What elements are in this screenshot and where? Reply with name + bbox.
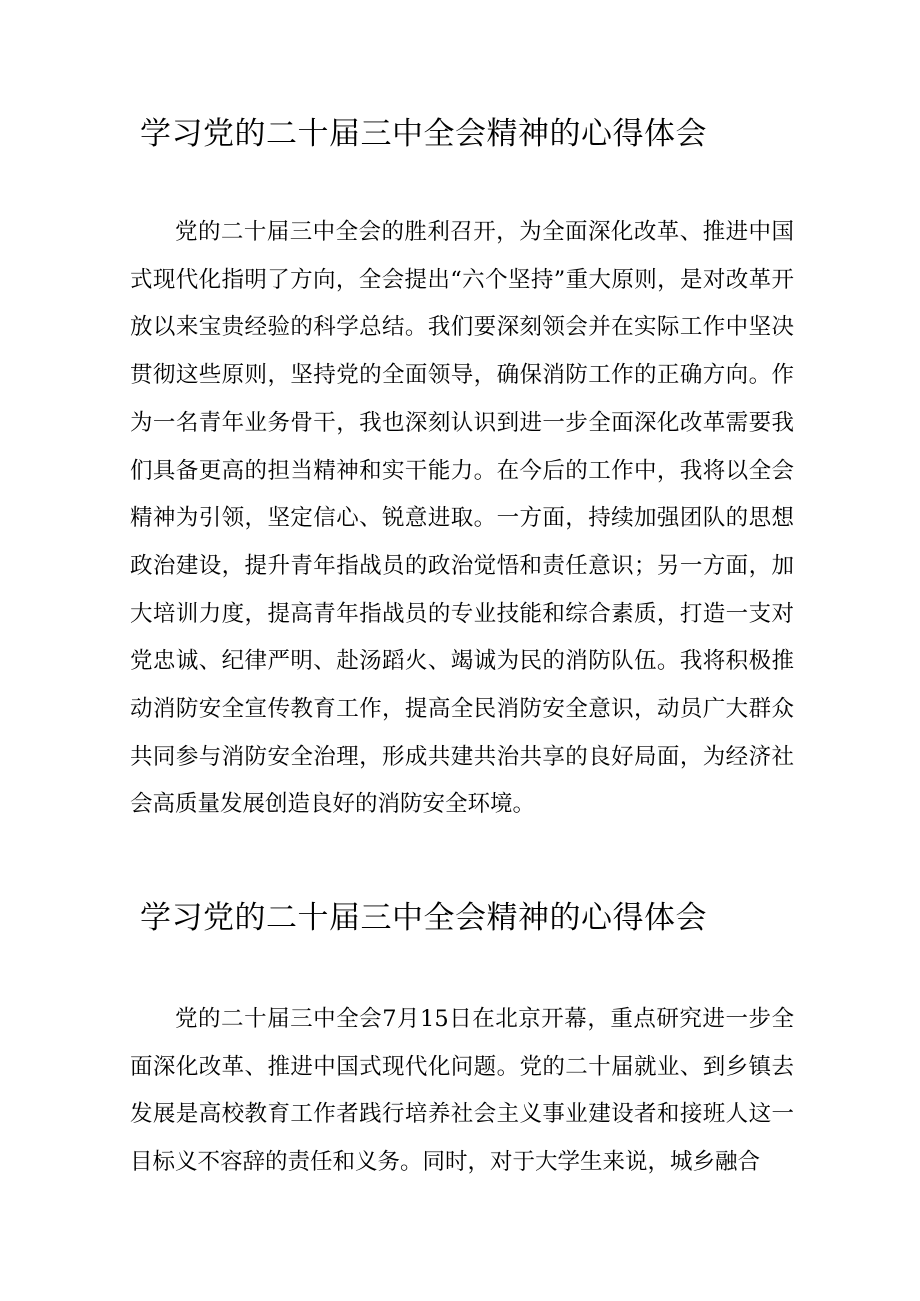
article-section-1: [130, 112, 794, 829]
article-body-1: 党的二十届三中全会的胜利召开，为全面深化改革、推进中国式现代化指明了方向，全会提出“六个坚持”重大原则，是对改革开放以来宝贵经验的科学总结。我们要深刻领会并在实际工作中坚决贯彻这些原则，坚持党的全面领导，确保消防工作的正确方向。作为一名青年业务骨干，我也深刻认识到进一步全面深化改革需要我们具备更高的担当精神和实干能力。在今后的工作中，我将以全会精神为引领，坚定信心、锐意进取。一方面，持续加强团队的思想政治建设，提升青年指战员的政治觉悟和责任意识；另一方面，加大培训力度，提高青年指战员的专业技能和综合素质，打造一支对党忠诚、纪律严明、赴汤蹈火、竭诚为民的消防队伍。我将积极推动消防安全宣传教育工作，提高全民消防安全意识，动员广大群众共同参与消防安全治理，形成共建共治共享的良好局面，为经济社会高质量发展创造良好的消防安全环境。: [130, 219, 794, 818]
article-title-2: 学习党的二十届三中全会精神的心得体会: [140, 900, 707, 936]
article-title-1: 学习党的二十届三中全会精神的心得体会: [140, 116, 707, 152]
article-body-2: 党的二十届三中全会7月15日在北京开幕，重点研究进一步全面深化改革、推进中国式现代化问题。党的二十届就业、到乡镇去发展是高校教育工作者践行培养社会主义事业建设者和接班人这一目标义不容辞的责任和义务。同时，对于大学生来说，城乡融合: [130, 1006, 794, 1176]
article-section-2: [130, 896, 794, 1187]
